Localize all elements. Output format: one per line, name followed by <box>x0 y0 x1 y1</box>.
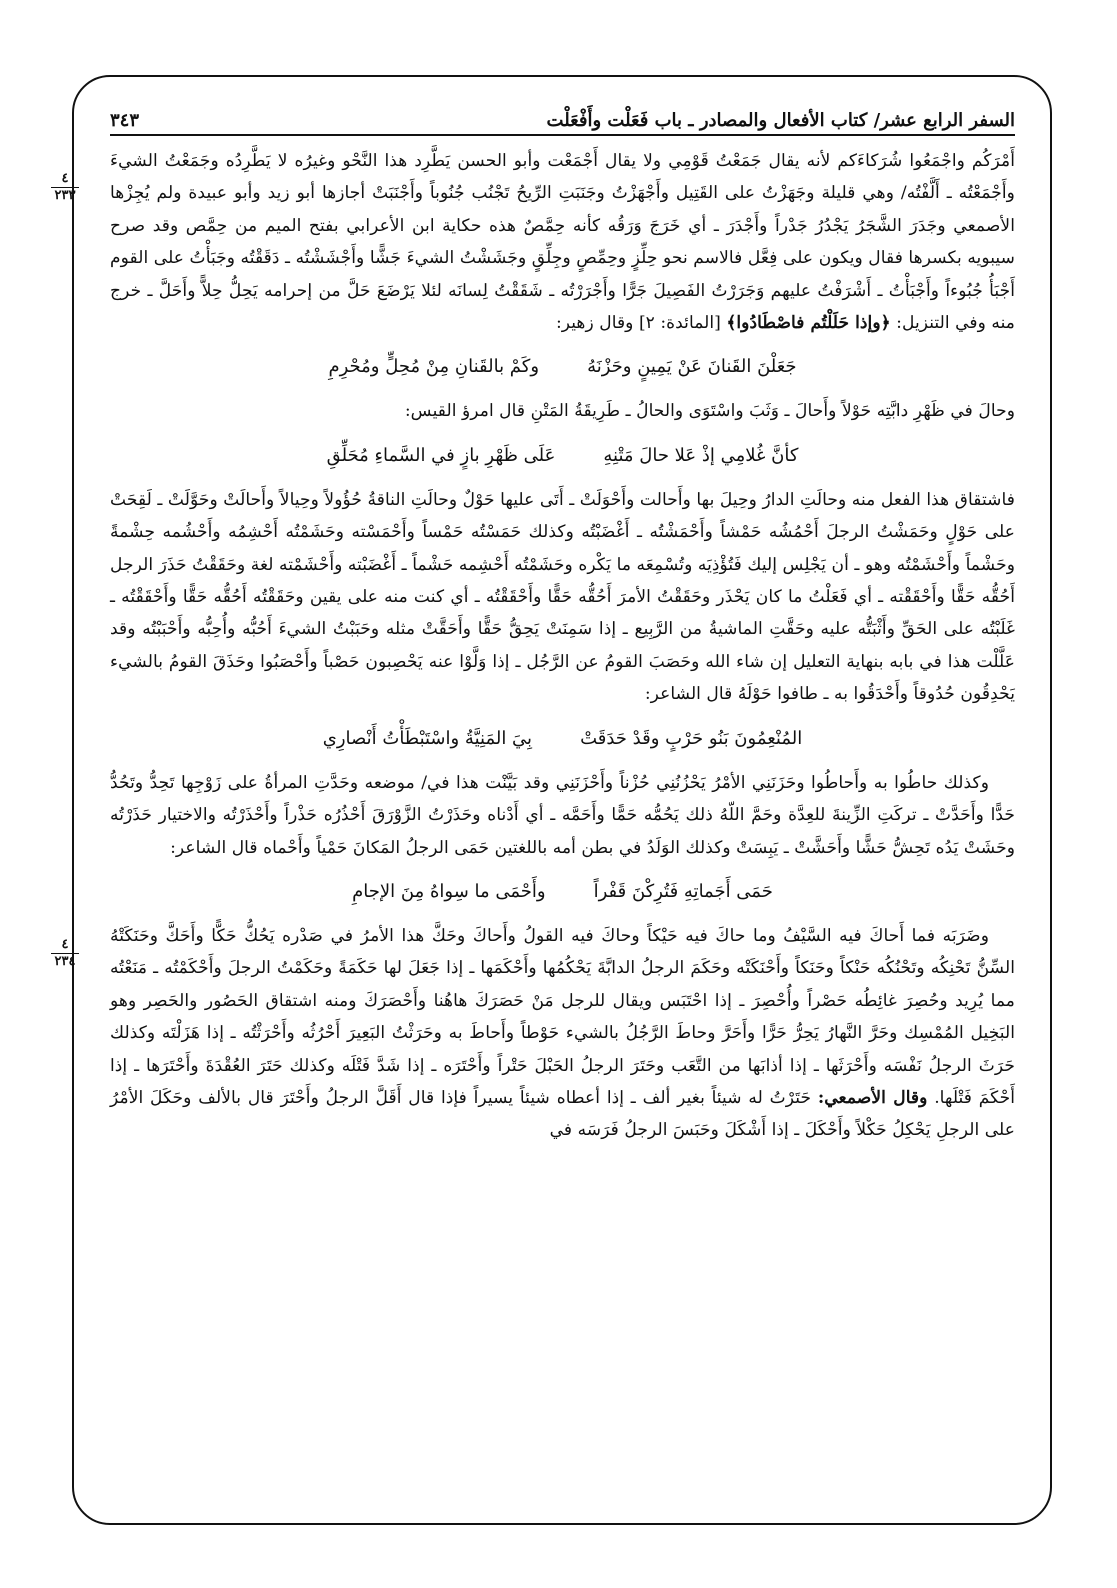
paragraph-text: فاشتقاق هذا الفعل منه وحالَتِ الدارُ وحِيلَ بها وأَحالت وأَحْوَلَتْ ـ أَتَى عليها حَوْلٌ وحالَتِ الناقةُ حُؤُولاً وحِيالاً وأَحالَتْ وحَوَّلَتْ ـ لَقِحَتْ على حَوْلٍ وحَمَشْتُ الرجلَ أَحْمُشُه حَمْشاً وأَحْمَشْتُه ـ أَغْضَبْتُه وكذلك حَمَسْتُه حَمْساً وأَحْمَسْته وحَشَمْتُه أَحْشِمُه وأَحْشُمه حِشْمةً وحَشْماً وأَحْشَمْتُه وهو ـ أن يَجْلِس إليك فَتُؤْذِيَه وتُسْمِعَه ما يَكْره وحَشَمْتُه أَحْشِمه حَشْماً ـ أَغْضَبْته وأَحْشَمْته لغة وحَقَقْتُ حَذَرَ الرجل أَحُقُّه حَقًّا وأَحْقَقْته ـ أي فَعَلْتُ ما كان يَحْذَر وحَقَقْتُ الأمرَ أَحُقُّه حَقًّا وأَحْقَقْتُه ـ أي كنت منه على يقين وحَقَقْتُه أَحُقُّه حَقًّا وأَحْقَقْتُه ـ غَلَبْتُه على الحَقِّ وأَثْبَتُّه عليه وحَقَّتِ الماشيةُ من الرَّبِيع ـ إذا سَمِنَتْ يَحِقُّ حَقًّا وأَحَقَّتْ مثله وحَبَبْتُ الشيءَ أَحُبُّه وأُحِبُّه وأَحْبَبْتُه وقد عَلَّلْت هذا في بابه بنهاية التعليل إن شاء الله وحَصَبَ القومُ عن الرَّجُل ـ إذا وَلَّوْا عنه يَحْصِبون حَصْباً وأَحْصَبُوا وحَذَقَ القومُ بالشيء يَحْدِقُون حُدُوقاً وأَحْدَقُوا به ـ طافوا حَوْلَهُ قال الشاعر: <box>110 489 1015 705</box>
paragraph-text: حَتَرْتُ له شيئاً بغير ألف ـ إذا أعطاه شيئاً يسيراً فإذا قال أَقَلَّ الرجلُ وأَحْتَرَ قال بالألف وحَكَلَ الأمْرُ على الرجلِ يَحْكِلُ حَكْلاً وأَحْكَلَ ـ إذا أَشْكَلَ وحَبَسَ الرجلُ فَرَسَه في <box>110 1087 1015 1141</box>
verse-hemistich-second: عَلَى ظَهْرِ بازٍ في السَّماءِ مُحَلِّقِ <box>326 444 556 466</box>
margin-ref-volume: ٤ <box>61 171 69 186</box>
margin-reference <box>45 938 85 969</box>
margin-reference <box>45 172 85 203</box>
paragraph <box>110 395 1015 427</box>
paragraph-text: أَمْرَكُم واجْمَعُوا شُرَكاءَكم لأنه يقال جَمَعْتُ قَوْمِي ولا يقال أَجْمَعْت وأبو الحسن يَطَّرِد هذا النَّحْو وغيرُه لا يَطَّرِدُه وجَمَعْتُ الشيءَ وأَجْمَعْتُه ـ أَلَّفْتُه/ وهي قليلة وجَهَزْتُ على القَتِيل وأَجْهَزْتُ وجَنَبَتِ الرِّيحُ تَجْنُب جُنُوباً وأَجْنَبَتْ أجازها أبو زيد وأبو عبيدة ولم يُجِزْها الأصمعي وجَدَرَ الشَّجَرُ يَجْدُرُ جَدْراً وأَجْدَرَ ـ أي خَرَجَ وَرَقُه كأنه حِمَّصٌ هذه حكاية ابن الأعرابي بفتح الميم من حِمَّص وقد صرح سيبويه بكسرها فقال ويكون على فِعَّل فالاسم نحو حِلِّزٍ وحِمِّصٍ وجِلِّقٍ وجَشَشْتُ الشيءَ جَشًّا وأَجْشَشْتُه ـ دَقَقْتُه وجَبَأْتُ على القوم أَجْبَأُ جُبُوءاً وأَجْبَأْتُ ـ أَشْرَفْتُ عليهم وَجَرَرْتُ الفَصِيلَ جَرًّا وأَجْرَرْتُه ـ شَقَقْتُ لِسانَه لئلا يَرْضَعَ حَلَّ من إحرامه يَحِلُّ حِلاًّ وأَحَلَّ ـ خرج منه وفي التنزيل: <box>110 151 1015 334</box>
verse-hemistich-first: جَعَلْنَ القَنانَ عَنْ يَمِينٍ وحَزْنَهُ <box>587 356 797 378</box>
margin-ref-page: ٢٣٤ <box>54 954 76 969</box>
page-header <box>110 92 1015 136</box>
margin-ref-page: ٢٣٣ <box>54 188 76 203</box>
margin-ref-volume: ٤ <box>61 937 69 952</box>
cited-authority: وقال الأصمعي: <box>817 1087 928 1108</box>
verse-hemistich-first: كأنَّ غُلامِي إذْ عَلا حالَ مَتْنِهِ <box>603 444 799 466</box>
paragraph-text: وكذلك حاطُوا به وأَحاطُوا وحَزَنَنِي الأمْرُ يَحْزُنُنِي حُزْناً وأَحْزَنَنِي وقد بَيَّنْت هذا في/ موضعه وحَدَّتِ المرأةُ على زَوْجِها تَحِدُّ وتَحُدُّ حَدًّا وأَحَدَّتْ ـ تركَتِ الزِّينةَ للعِدَّة وحَمَّ اللّهُ ذلك يَحُمُّه حَمًّا وأَحَمَّه ـ أي أَدْناه وحَذَرْتُ الزَّوْرَقَ أَحْذُرُه حَذْراً وأَحْذَرْتُه والاختيار حَذَرْتُه وحَشَتْ يَدُه تَحِشُّ حَشًّا وأَحَشَّتْ ـ يَبِسَتْ وكذلك الوَلَدُ في بطن أمه باللغتين حَمَى الرجلُ المَكانَ حَمْياً وأَحْماه قال الشاعر: <box>110 772 1015 858</box>
verse-hemistich-second: وأَحْمَى ما سِواهُ مِنَ الإجامِ <box>352 880 546 902</box>
paragraph <box>110 767 1015 864</box>
paragraph <box>110 484 1015 711</box>
page-number: ٣٤٣ <box>110 110 140 131</box>
verse-hemistich-first: حَمَى أَجَماتِهِ فَتُرِكْنَ قَفْراً <box>593 880 773 902</box>
paragraph <box>110 145 1015 339</box>
quran-quote: ﴿وإذا حَلَلْتُم فاصْطَادُوا﴾ <box>726 313 891 334</box>
running-header-title: السفر الرابع عشر/ كتاب الأفعال والمصادر ـ باب فَعَلْت وأَفْعَلْت <box>546 110 1015 131</box>
verse-hemistich-second: وكَمْ بالقَنانِ مِنْ مُحِلٍّ ومُحْرِمِ <box>328 356 540 378</box>
quran-reference: [المائدة: ٢] وقال زهير: <box>555 313 721 334</box>
paragraph-text: وحالَ في ظَهْرِ دابَّتِه حَوْلاً وأَحالَ ـ وَثَبَ واسْتَوَى والحالُ ـ طَرِيقَةُ المَتْنِ قال امرؤ القيس: <box>404 401 1015 422</box>
verse-hemistich-second: بِيَ المَنِيَّةُ واسْتَبْطَأْتُ أَنْصارِي <box>322 727 533 749</box>
poetry-verse <box>110 876 1015 908</box>
poetry-verse <box>110 440 1015 472</box>
paragraph <box>110 920 1015 1147</box>
main-text <box>110 145 1015 1147</box>
poetry-verse <box>110 723 1015 755</box>
poetry-verse <box>110 351 1015 383</box>
verse-hemistich-first: المُنْعِمُونَ بَنُو حَرْبٍ وقَدْ حَدَقَتْ <box>580 727 803 749</box>
paragraph-text: وضَرَبَه فما أَحاكَ فيه السَّيْفُ وما حاكَ فيه حَيْكاً وحاكَ فيه القولُ وأَحاكَ وحَكَّ هذا الأمرُ في صَدْره يَحُكُّ حَكًّا وأَحَكَّ وحَنَكَتْهُ السِّنُّ تَحْنِكُه وتَحْنُكُه حَنْكاً وحَنَكاً وأَحْنَكَتْه وحَكَمَ الرجلُ الدابَّةَ يَحْكُمُها وأَحْكَمَها ـ إذا جَعَلَ لها حَكَمَةً وحَكَمْتُ الرجلَ وأَحْكَمْتُه ـ مَنَعْتُه مما يُرِيد وحُصِرَ غائِطُه حَصْراً وأُحْصِرَ ـ إذا احْتَبَس ويقال للرجل مَنْ حَصَرَكَ هاهُنا وأَحْصَرَكَ ومنه اشتقاق الحَصُور والحَصِر وهو البَخِيل المُمْسِك وحَرَّ النَّهارُ يَحِرُّ حَرًّا وأَحَرَّ وحاطَ الرَّجُلُ بالشيء حَوْطاً وأَحاطَ به وحَرَثْتُ البَعِيرَ أَحْرُثُه وأَحْرَثْتُه ـ إذا هَزَلْتَه وكذلك حَرَثَ الرجلُ نَفْسَه وأَحْرَثَها ـ إذا أذابَها من التَّعَب وحَتَرَ الرجلُ الحَبْلَ حَتْراً وأَحْتَرَه ـ إذا شَدَّ فَتْلَه وكذلك حَتَرَ العُقْدَةَ وأَحْتَرَها ـ إذا أَحْكَمَ فَتْلَها. <box>110 925 1016 1108</box>
